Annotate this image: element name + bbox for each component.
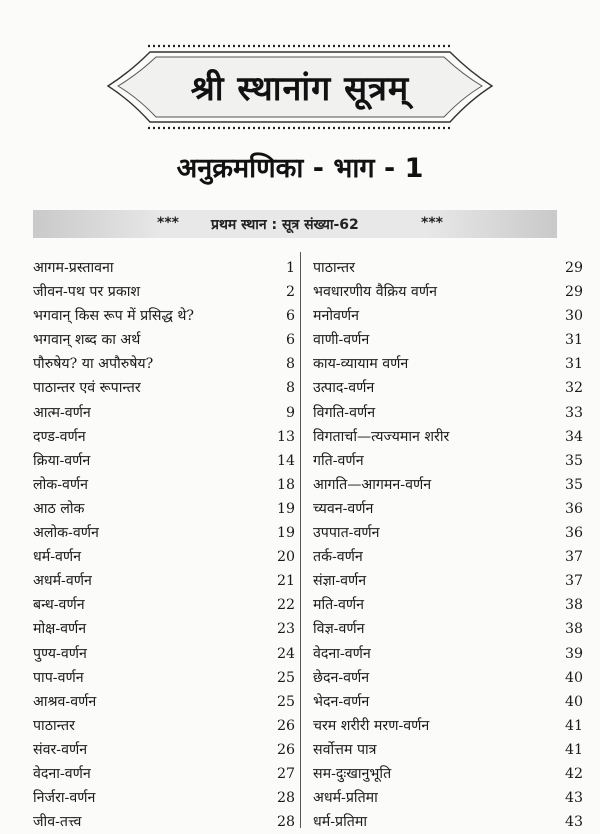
toc-entry	[313, 328, 583, 352]
toc-entry	[33, 256, 295, 280]
toc-entry	[313, 810, 583, 834]
toc-entry-page: 20	[276, 549, 295, 566]
toc-entry-page: 39	[564, 645, 583, 662]
toc-entry-page: 38	[564, 621, 583, 638]
toc-entry-title: धर्म-प्रतिमा	[313, 814, 367, 831]
toc-entry-page: 29	[564, 284, 583, 301]
toc-entry-page: 43	[564, 790, 583, 807]
toc-entry-page: 6	[285, 332, 295, 349]
toc-entry-title: गति-वर्णन	[313, 452, 364, 469]
toc-left-column	[33, 256, 295, 834]
toc-entry-title: विज्ञ-वर्णन	[313, 621, 365, 638]
toc-entry-title: लोक-वर्णन	[33, 476, 89, 493]
toc-entry	[33, 521, 295, 545]
toc-entry-title: काय-व्यायाम वर्णन	[313, 356, 409, 373]
toc-entry-page: 34	[564, 428, 583, 445]
toc-entry-page: 36	[564, 525, 583, 542]
toc-entry	[313, 642, 583, 666]
toc-entry-title: आगति—आगमन-वर्णन	[313, 476, 432, 493]
toc-entry-page: 38	[564, 597, 583, 614]
toc-entry	[33, 593, 295, 617]
toc-entry-page: 28	[276, 790, 295, 807]
toc-entry-page: 19	[276, 500, 295, 517]
toc-entry	[313, 280, 583, 304]
toc-entry-page: 32	[564, 380, 583, 397]
toc-entry	[33, 401, 295, 425]
toc-entry-page: 9	[285, 404, 295, 421]
toc-entry-title: क्रिया-वर्णन	[33, 452, 91, 469]
toc-entry-title: निर्जरा-वर्णन	[33, 790, 96, 807]
toc-entry-title: धर्म-वर्णन	[33, 549, 82, 566]
toc-entry	[33, 786, 295, 810]
toc-entry-title: भेदन-वर्णन	[313, 693, 370, 710]
toc-entry-page: 8	[285, 356, 295, 373]
toc-entry-page: 31	[564, 356, 583, 373]
toc-entry-page: 37	[564, 549, 583, 566]
section-stars-right: ***	[421, 215, 443, 231]
toc-entry-title: आश्रव-वर्णन	[33, 693, 97, 710]
toc-entry-title: अलोक-वर्णन	[33, 525, 99, 542]
toc-entry-page: 25	[276, 669, 295, 686]
toc-entry-title: चरम शरीरी मरण-वर्णन	[313, 717, 430, 734]
toc-entry	[313, 569, 583, 593]
index-heading: अनुक्रमणिका - भाग - 1	[176, 153, 424, 184]
book-title: श्री स्थानांग सूत्रम्	[190, 69, 410, 109]
toc-entry	[313, 449, 583, 473]
toc-entry-page: 19	[276, 525, 295, 542]
toc-entry-title: छेदन-वर्णन	[313, 669, 370, 686]
toc-entry-title: सम-दुःखानुभूति	[313, 765, 392, 782]
toc-entry-page: 29	[564, 260, 583, 276]
toc-entry-title: पाठान्तर एवं रूपान्तर	[33, 380, 141, 397]
section-header	[33, 210, 557, 238]
toc-entry-page: 23	[276, 621, 295, 638]
toc-entry	[313, 545, 583, 569]
toc-entry	[313, 304, 583, 328]
toc-entry	[313, 666, 583, 690]
toc-entry-title: भगवान् किस रूप में प्रसिद्ध थे?	[33, 308, 195, 325]
toc-entry-title: मनोवर्णन	[313, 308, 360, 325]
toc-entry-title: दण्ड-वर्णन	[33, 428, 86, 445]
toc-entry-page: 14	[276, 452, 295, 469]
toc-entry-page: 41	[564, 717, 583, 734]
toc-entry	[313, 714, 583, 738]
toc-entry-page: 1	[285, 260, 295, 276]
toc-entry-title: बन्ध-वर्णन	[33, 597, 85, 614]
toc-entry-title: वेदना-वर्णन	[313, 645, 371, 662]
toc-entry-title: जीवन-पथ पर प्रकाश	[33, 284, 141, 301]
toc-entry-page: 22	[276, 597, 295, 614]
toc-entry	[33, 666, 295, 690]
toc-entry-title: संवर-वर्णन	[33, 741, 88, 758]
toc-entry-title: पुण्य-वर्णन	[33, 645, 87, 662]
toc-entry-page: 40	[564, 693, 583, 710]
toc-entry-title: अधर्म-प्रतिमा	[313, 790, 378, 807]
toc-entry-title: उपपात-वर्णन	[313, 525, 380, 542]
toc-entry-title: पौरुषेय? या अपौरुषेय?	[33, 356, 154, 373]
toc-entry-title: अधर्म-वर्णन	[33, 573, 92, 590]
toc-entry-page: 13	[276, 428, 295, 445]
toc-right-column	[313, 256, 583, 834]
toc-entry	[313, 376, 583, 400]
toc-entry	[313, 521, 583, 545]
toc-entry	[33, 497, 295, 521]
toc-entry	[313, 256, 583, 280]
toc-entry-page: 26	[276, 717, 295, 734]
toc-entry	[313, 497, 583, 521]
toc-entry-title: भगवान् शब्द का अर्थ	[33, 332, 141, 349]
toc-entry	[33, 545, 295, 569]
toc-entry-page: 26	[276, 741, 295, 758]
toc-entry	[33, 762, 295, 786]
toc-entry	[33, 352, 295, 376]
toc-entry-title: आत्म-वर्णन	[33, 404, 91, 421]
toc-entry-page: 42	[564, 765, 583, 782]
toc-entry-page: 24	[276, 645, 295, 662]
toc-entry	[313, 762, 583, 786]
toc-entry	[33, 280, 295, 304]
toc-entry-page: 30	[564, 308, 583, 325]
toc-entry-title: आगम-प्रस्तावना	[33, 260, 114, 276]
toc-entry	[33, 328, 295, 352]
toc-entry-title: पाठान्तर	[33, 717, 75, 734]
toc-entry	[313, 425, 583, 449]
toc-entry-title: संज्ञा-वर्णन	[313, 573, 367, 590]
toc-entry-page: 33	[564, 404, 583, 421]
toc-entry-page: 40	[564, 669, 583, 686]
toc-entry-page: 25	[276, 693, 295, 710]
toc-entry	[33, 642, 295, 666]
toc-entry	[313, 473, 583, 497]
title-banner	[0, 0, 600, 140]
toc-entry-page: 35	[564, 476, 583, 493]
toc-entry	[33, 376, 295, 400]
toc-entry-page: 21	[276, 573, 295, 590]
toc-entry-title: विगति-वर्णन	[313, 404, 376, 421]
toc-entry-title: जीव-तत्त्व	[33, 814, 82, 831]
toc-entry-page: 36	[564, 500, 583, 517]
toc-entry-page: 28	[276, 814, 295, 831]
toc-entry	[313, 690, 583, 714]
toc-entry	[313, 738, 583, 762]
toc-entry-page: 31	[564, 332, 583, 349]
toc-entry-title: भवधारणीय वैक्रिय वर्णन	[313, 284, 437, 301]
toc-entry-title: वेदना-वर्णन	[33, 765, 91, 782]
toc-entry-page: 6	[285, 308, 295, 325]
toc-entry-title: च्यवन-वर्णन	[313, 500, 374, 517]
toc-entry-page: 8	[285, 380, 295, 397]
toc-entry-page: 27	[276, 765, 295, 782]
toc-entry	[313, 617, 583, 641]
toc-entry-title: वाणी-वर्णन	[313, 332, 370, 349]
toc-entry	[33, 738, 295, 762]
toc-entry-title: विगतार्चा—त्यज्यमान शरीर	[313, 428, 450, 445]
toc-entry	[313, 786, 583, 810]
toc-entry-title: मोक्ष-वर्णन	[33, 621, 87, 638]
toc-entry-title: सर्वोत्तम पात्र	[313, 741, 377, 758]
toc-entry	[33, 304, 295, 328]
toc-entry	[33, 690, 295, 714]
toc-entry-title: पाठान्तर	[313, 260, 355, 276]
toc-entry-title: आठ लोक	[33, 500, 85, 517]
toc-entry-page: 35	[564, 452, 583, 469]
toc-entry	[313, 352, 583, 376]
toc-entry-title: मति-वर्णन	[313, 597, 365, 614]
toc-entry-page: 37	[564, 573, 583, 590]
toc-entry-title: तर्क-वर्णन	[313, 549, 363, 566]
toc-entry-title: पाप-वर्णन	[33, 669, 84, 686]
toc-entry-page: 43	[564, 814, 583, 831]
toc-entry	[33, 473, 295, 497]
toc-entry	[313, 401, 583, 425]
toc-entry	[33, 714, 295, 738]
toc-entry	[33, 425, 295, 449]
toc-entry-page: 2	[285, 284, 295, 301]
toc-entry-page: 18	[276, 476, 295, 493]
section-stars-left: ***	[157, 215, 179, 231]
toc-entry-page: 41	[564, 741, 583, 758]
column-divider	[300, 252, 301, 828]
toc-entry	[33, 449, 295, 473]
toc-entry	[33, 569, 295, 593]
toc-entry	[33, 617, 295, 641]
toc-entry-title: उत्पाद-वर्णन	[313, 380, 375, 397]
toc-entry	[33, 810, 295, 834]
section-label: प्रथम स्थान : सूत्र संख्या-62	[211, 217, 359, 233]
toc-entry	[313, 593, 583, 617]
